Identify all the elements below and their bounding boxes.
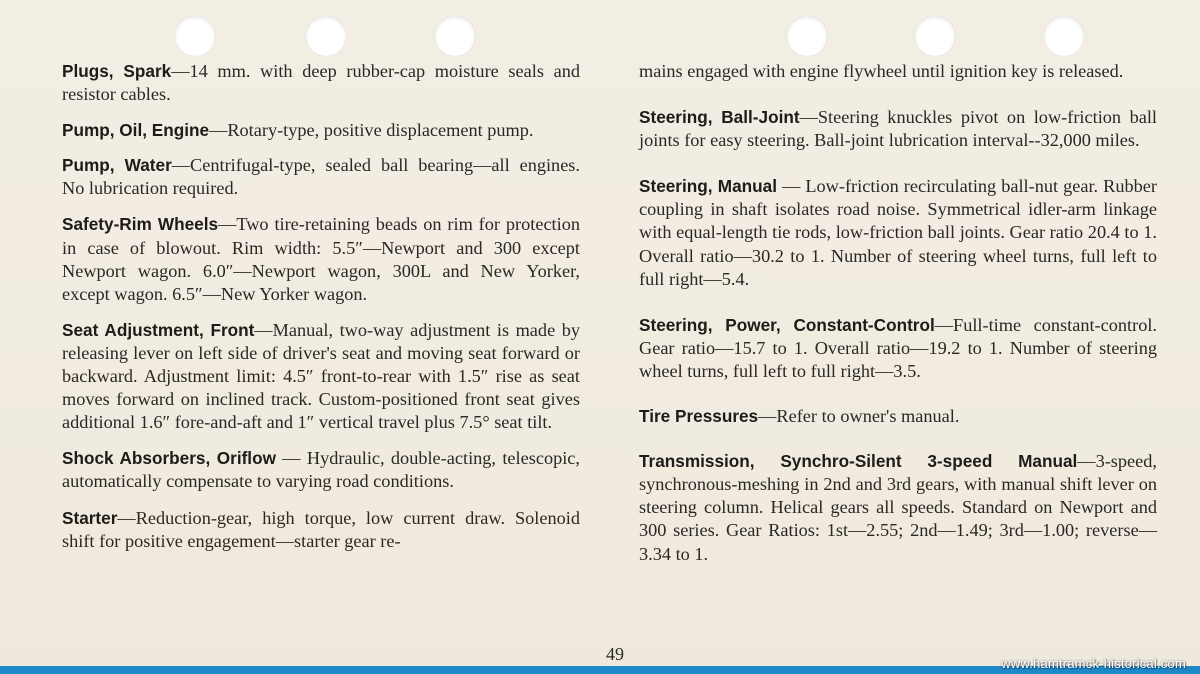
- spec-term: Pump, Oil, Engine: [62, 120, 210, 141]
- spec-entry: [62, 119, 580, 142]
- spec-term: Shock Absorbers, Oriflow: [62, 448, 276, 469]
- spec-text: — Low-friction recirculating ball-nut gear. Rubber coupling in shaft isolates road noise. Symmetrical idler-arm linkage with equal-length tie rods, low-friction ball joints. Gear ratio 20.4 to 1. Overall ratio—30.2 to 1. Number of steering wheel turns, full left to full right—5.4.: [639, 176, 1157, 289]
- spec-entry: [62, 154, 580, 200]
- spec-term: Steering, Power, Constant-Control: [639, 314, 935, 335]
- spec-text: —Steering knuckles pivot on low-friction ball joints for easy steering. Ball-joint lubrication interval--32,000 miles.: [639, 107, 1157, 151]
- spec-entry: [639, 60, 1157, 83]
- spec-text: —Reduction-gear, high torque, low current draw. Solenoid shift for positive engagement—starter gear re-: [62, 507, 580, 551]
- binder-hole: [435, 16, 475, 56]
- spec-term: Pump, Water: [62, 155, 172, 176]
- spec-text: —3-speed, synchronous-meshing in 2nd and 3rd gears, with manual shift lever on steering column. Helical gears all speeds. Standard on Newport and 300 series. Gear Ratios: 1st—2.55; 2nd—1.49; 3rd—1.00; reverse—3.34 to 1.: [639, 451, 1157, 564]
- right-column: [639, 60, 1157, 566]
- spec-text: —Manual, two-way adjustment is made by releasing lever on left side of driver's seat and moving seat forward or backward. Adjustment limit: 4.5″ front-to-rear with 1.5″ rise as seat moves forward on inclined track. Custom-positioned front seat gives additional 1.6″ fore-and-aft and 1″ vertical travel plus 7.5° seat tilt.: [62, 319, 580, 433]
- spec-term: Safety-Rim Wheels: [62, 214, 219, 235]
- spec-term: Transmission, Synchro-Silent 3-speed Manual: [639, 451, 1078, 472]
- spec-term: Steering, Ball-Joint: [639, 107, 800, 128]
- spec-entry: [62, 60, 580, 106]
- binder-hole: [306, 16, 346, 56]
- binder-hole: [1044, 16, 1084, 56]
- spec-term: Tire Pressures: [639, 406, 759, 427]
- page-number: 49: [606, 644, 624, 664]
- spec-term: Seat Adjustment, Front: [62, 319, 255, 340]
- spec-entry: [639, 450, 1157, 565]
- spec-entry: [62, 507, 580, 553]
- spec-text: —Refer to owner's manual.: [758, 406, 960, 427]
- spec-text: mains engaged with engine flywheel until ignition key is released.: [639, 61, 1124, 81]
- binder-hole: [787, 16, 827, 56]
- spec-text: — Hydraulic, double-acting, telescopic, automatically compensate to varying road conditions.: [62, 448, 580, 492]
- spec-text: —Rotary-type, positive displacement pump.: [209, 120, 534, 141]
- spec-entry: [639, 106, 1157, 152]
- spec-entry: [62, 213, 580, 305]
- spec-entry: [62, 447, 580, 493]
- binder-hole: [175, 16, 215, 56]
- spec-text: —Two tire-retaining beads on rim for protection in case of blowout. Rim width: 5.5″—Newport and 300 except Newport wagon. 6.0″—Newport wagon, 300L and New Yorker, except wagon. 6.5″—New Yorker wagon.: [62, 214, 580, 304]
- spec-entry: [639, 314, 1157, 383]
- watermark-text: www.hamtramck-historical.com: [1001, 656, 1186, 671]
- spec-text: —Centrifugal-type, sealed ball bearing—all engines. No lubrication required.: [62, 155, 580, 199]
- spec-term: Steering, Manual: [639, 176, 777, 197]
- binder-hole: [915, 16, 955, 56]
- spec-term: Starter: [62, 507, 118, 528]
- spec-entry: [639, 175, 1157, 290]
- spec-text: —Full-time constant-control. Gear ratio—15.7 to 1. Overall ratio—19.2 to 1. Number of steering wheel turns, full left to full right—3.5.: [639, 314, 1157, 381]
- spec-entry: [62, 319, 580, 434]
- spec-term: Plugs, Spark: [62, 61, 172, 81]
- spec-entry: [639, 405, 1157, 428]
- spec-text: —14 mm. with deep rubber-cap moisture seals and resistor cables.: [62, 61, 580, 105]
- left-column: [62, 60, 580, 553]
